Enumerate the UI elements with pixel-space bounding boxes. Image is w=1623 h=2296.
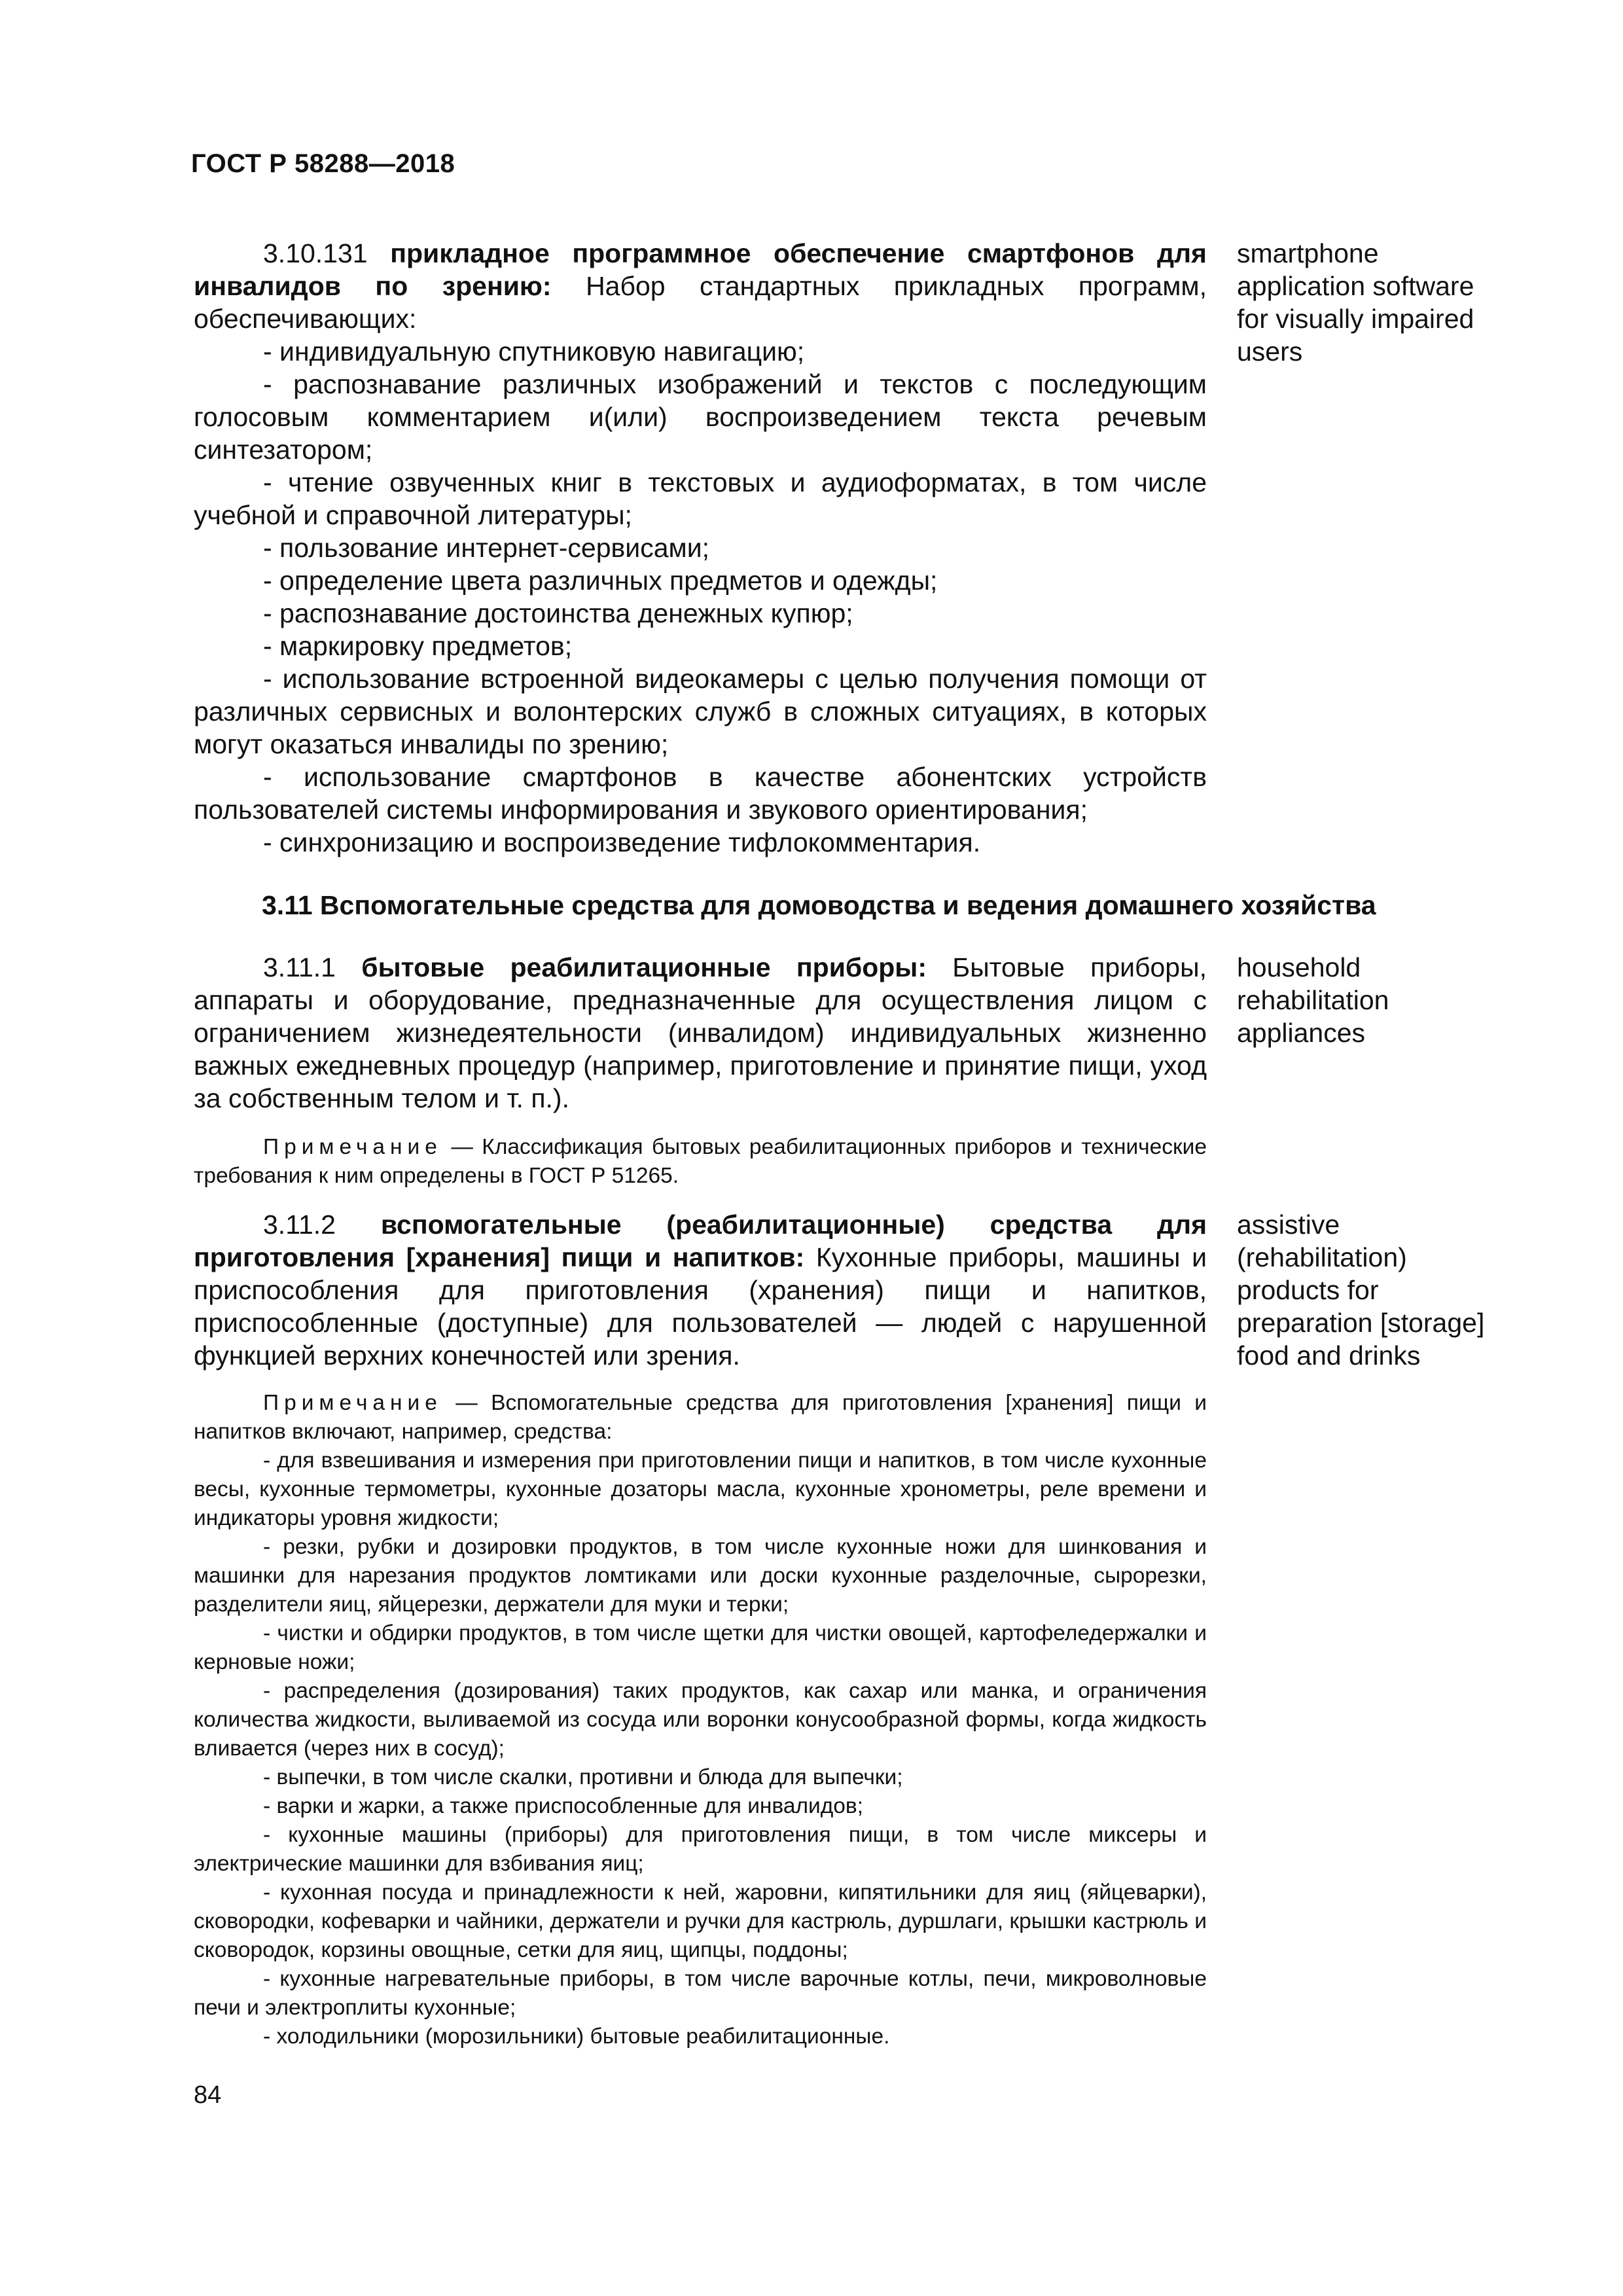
note-lead (194, 1389, 1207, 1446)
entry-number: 3.11.1 (263, 952, 336, 982)
list-item: - определение цвета различных предметов и одежды; (263, 565, 938, 596)
english-term-3-11-2: assistive (rehabilitation) products for preparation [storage] food and drinks (1237, 1210, 1485, 1371)
page-number: 84 (194, 2081, 222, 2109)
note-list-item: - варки и жарки, а также приспособленные для инвалидов; (263, 1794, 864, 1818)
list-item: - синхронизацию и воспроизведение тифлокомментария. (263, 827, 981, 857)
note-list-item: - кухонные машины (приборы) для приготовления пищи, в том числе миксеры и электрические машинки для взбивания яиц; (194, 1823, 1207, 1876)
entry-3-10-131 (194, 237, 1207, 859)
entry-term: вспомогательные (реабилитационные) средства для приготовления [хранения] пищи и напитков: (194, 1210, 1207, 1272)
note-list-item: - для взвешивания и измерения при приготовлении пищи и напитков, в том числе кухонные весы, кухонные термометры, кухонные дозаторы масла, кухонные хронометры, реле времени и индикаторы уровня жидкости; (194, 1448, 1207, 1530)
entry-3-11-2-lead (194, 1208, 1207, 1372)
list-item: - распознавание различных изображений и текстов с последующим голосовым комментарием и(или) воспроизведением текста речевым синтезатором; (194, 369, 1207, 465)
note-list-item: - выпечки, в том числе скалки, противни и блюда для выпечки; (263, 1765, 903, 1789)
note-text: — Классификация бытовых реабилитационных приборов и технические требования к ним определены в ГОСТ Р 51265. (194, 1135, 1207, 1188)
note-list-item: - холодильники (морозильники) бытовые реабилитационные. (263, 2024, 890, 2049)
english-term-3-11-1: household rehabilitation appliances (1237, 952, 1389, 1048)
entry-number: 3.10.131 (263, 238, 368, 268)
note-label: Примечание (263, 1135, 442, 1159)
entry-definition: Набор стандартных прикладных программ, обеспечивающих: (194, 271, 1207, 334)
entry-definition: Кухонные приборы, машины и приспособления для приготовления (хранения) пищи и напитков, приспособленные (доступные) для пользователей — людей с нарушенной функцией верхних конечностей или зрения. (194, 1242, 1207, 1371)
note-list-item: - кухонная посуда и принадлежности к ней, жаровни, кипятильники для яиц (яйцеварки), сковородки, кофеварки и чайники, держатели и ручки для кастрюль, дуршлаги, крышки кастрюль и сковородок, корзины овощные, сетки для яиц, щипцы, поддоны; (194, 1880, 1207, 1962)
entry-term: прикладное программное обеспечение смартфонов для инвалидов по зрению: (194, 238, 1207, 301)
list-item: - пользование интернет-сервисами; (263, 533, 709, 563)
entry-term: бытовые реабилитационные приборы: (361, 952, 927, 982)
english-term-3-10-131: smartphone application software for visually impaired users (1237, 238, 1474, 367)
note-list-item: - распределения (дозирования) таких продуктов, как сахар или манка, и ограничения количества жидкости, выливаемой из сосуда или воронки конусообразной формы, когда жидкость вливается (через них в сосуд); (194, 1679, 1207, 1761)
note-list-item: - резки, рубки и дозировки продуктов, в том числе кухонные ножи для шинкования и машинки для нарезания продуктов ломтиками или доски кухонные разделочные, сырорезки, разделители яиц, яйцерезки, держатели для муки и терки; (194, 1535, 1207, 1617)
entry-3-10-131-lead (194, 237, 1207, 335)
note-3-11-2 (194, 1389, 1207, 2051)
list-item: - использование смартфонов в качестве абонентских устройств пользователей системы информирования и звукового ориентирования; (194, 762, 1207, 825)
list-item: - маркировку предметов; (263, 631, 573, 661)
entry-3-11-1 (194, 951, 1207, 1191)
list-item: - распознавание достоинства денежных купюр; (263, 598, 853, 628)
note-text: — Вспомогательные средства для приготовления [хранения] пищи и напитков включают, например, средства: (194, 1391, 1207, 1444)
note-label: Примечание (263, 1391, 442, 1415)
entry-definition: Бытовые приборы, аппараты и оборудование, предназначенные для осуществления лицом с ограничением жизнедеятельности (инвалидом) индивидуальных жизненно важных ежедневных процедур (например, приготовление и принятие пищи, уход за собственным телом и т. п.). (194, 952, 1207, 1113)
note-list-item: - кухонные нагревательные приборы, в том числе варочные котлы, печи, микроволновые печи и электроплиты кухонные; (194, 1967, 1207, 2020)
entry-number: 3.11.2 (263, 1210, 336, 1240)
note-list-item: - чистки и обдирки продуктов, в том числе щетки для чистки овощей, картофеледержалки и керновые ножи; (194, 1621, 1207, 1674)
section-title-3-11: 3.11 Вспомогательные средства для домоводства и ведения домашнего хозяйства (262, 890, 1376, 920)
note-3-11-1 (194, 1133, 1207, 1191)
list-item: - использование встроенной видеокамеры с целью получения помощи от различных сервисных и волонтерских служб в сложных ситуациях, в которых могут оказаться инвалиды по зрению; (194, 664, 1207, 759)
list-item: - индивидуальную спутниковую навигацию; (263, 336, 805, 367)
document-header: ГОСТ Р 58288—2018 (191, 149, 455, 178)
entry-3-11-2 (194, 1208, 1207, 2051)
list-item: - чтение озвученных книг в текстовых и аудиоформатах, в том числе учебной и справочной литературы; (194, 467, 1207, 530)
entry-3-11-1-lead (194, 951, 1207, 1115)
